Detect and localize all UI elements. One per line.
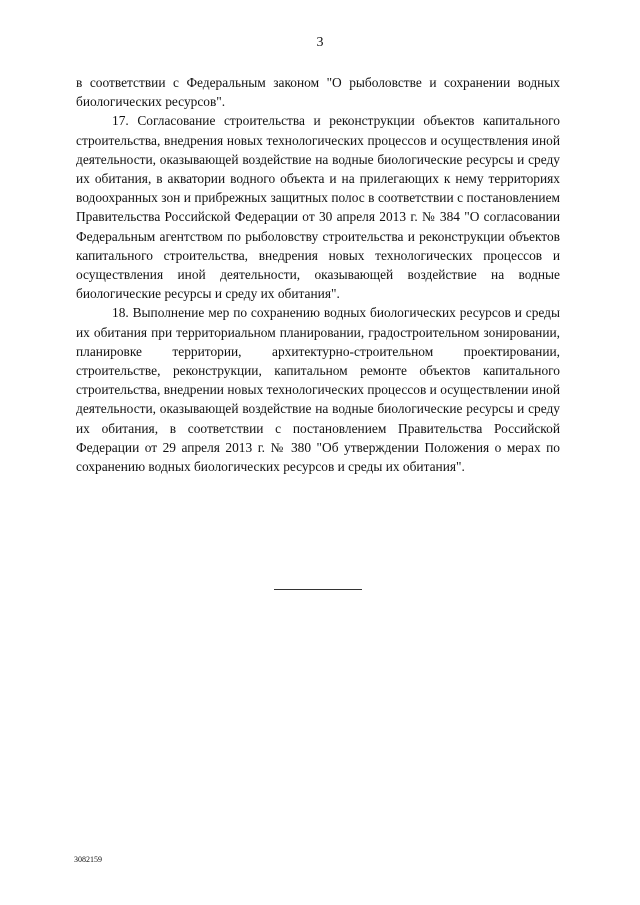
paragraph-item-18: 18. Выполнение мер по сохранению водных биологических ресурсов и среды их обитания при территориальном планировании, градостроительном зонировании, планировке территории, архитектурно-строительном проектировании, строительстве, реконструкции, капитальном ремонте объектов капитального строительства, внедрении новых технологических процессов и осуществлении иной деятельности, оказывающей воздействие на водные биологические ресурсы и среду их обитания, в соответствии с постановлением Правительства Российской Федерации от 29 апреля 2013 г. № 380 "Об утверждении Положения о мерах по сохранению водных биологических ресурсов и среды их обитания". — [76, 305, 560, 475]
paragraph-item-17: 17. Согласование строительства и реконструкции объектов капитального строительства, внедрения новых технологических процессов и осуществления иной деятельности, оказывающей воздействие на водные биологические ресурсы и среду их обитания, в акватории водного объекта и на прилегающих к нему территориях водоохранных зон и прибрежных защитных полос в соответствии с постановлением Правительства Российской Федерации от 30 апреля 2013 г. № 384 "О согласовании Федеральным агентством по рыболовству строительства и реконструкции объектов капитального строительства, внедрения новых технологических процессов и осуществления иной деятельности, оказывающей воздействие на водные биологические ресурсы и среду их обитания". — [76, 113, 560, 302]
paragraph-continuation: в соответствии с Федеральным законом "О рыболовстве и сохранении водных биологических ресурсов". — [76, 75, 560, 110]
document-code: 3082159 — [74, 855, 102, 864]
page-number: 3 — [316, 35, 324, 50]
document-body — [76, 73, 560, 476]
end-divider-line — [274, 589, 362, 590]
